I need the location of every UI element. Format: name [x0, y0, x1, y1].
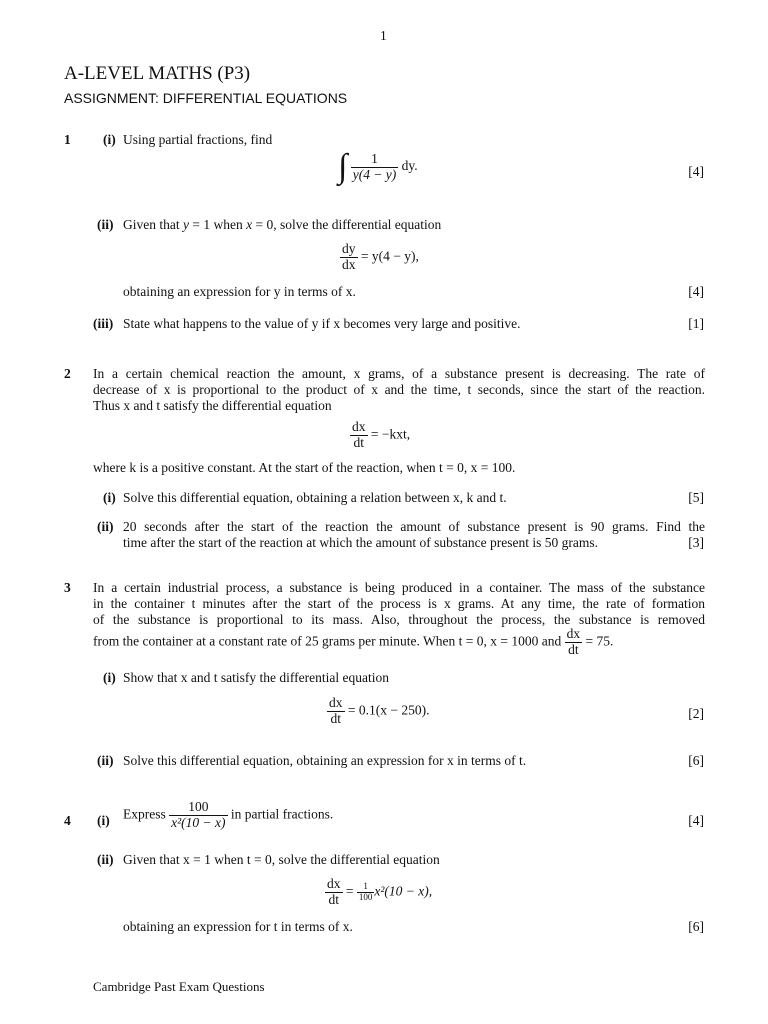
question-number: 4: [64, 813, 71, 828]
part-line: time after the start of the reaction at which the amount of substance present is 50 grams.: [123, 535, 598, 550]
integral-expression: [338, 150, 418, 184]
numerator: dx: [329, 695, 343, 710]
numerator: 1: [371, 150, 378, 166]
differential-equation: [340, 242, 419, 273]
part-label: (i): [103, 132, 116, 147]
numerator: 100: [188, 799, 209, 814]
coefficient-fraction: [357, 882, 375, 903]
part-label: (i): [97, 813, 110, 828]
numerator: dx: [327, 876, 341, 891]
derivative: [565, 627, 583, 658]
marks: [2]: [688, 706, 704, 721]
marks: [4]: [688, 284, 704, 299]
part-label: (iii): [93, 316, 114, 331]
numerator: dx: [566, 626, 581, 641]
numerator: 1: [363, 880, 368, 891]
differential-equation: [327, 696, 429, 727]
rhs: x²(10 − x),: [374, 883, 433, 899]
rhs: = 0.1(x − 250).: [347, 702, 430, 718]
numerator: dy: [342, 241, 356, 256]
denominator: dt: [325, 892, 343, 908]
denominator: x²(10 − x): [171, 814, 226, 830]
part-text: Solve this differential equation, obtaining a relation between x, k and t.: [123, 490, 507, 505]
marks: [4]: [688, 813, 704, 828]
rhs: = −kxt,: [370, 426, 411, 442]
stem-line: In a certain industrial process, a substance is being produced in a container. The mass of the substance: [93, 580, 705, 595]
part-label: (ii): [97, 753, 114, 768]
marks: [1]: [688, 316, 704, 331]
derivative: [340, 242, 358, 273]
rhs: = y(4 − y),: [360, 248, 419, 264]
stem-line: of the substance is proportional to its mass. Also, throughout the process, the substance is removed: [93, 612, 705, 627]
denominator: dt: [327, 711, 345, 727]
part-line: 20 seconds after the start of the reaction the amount of substance present is 90 grams. Find the: [123, 519, 705, 534]
differential-equation: [350, 420, 410, 451]
marks: [6]: [688, 753, 704, 768]
question-text: where k is a positive constant. At the start of the reaction, when t = 0, x = 100.: [93, 460, 516, 475]
denominator: 100: [358, 891, 373, 902]
part-text: Show that x and t satisfy the differential equation: [123, 670, 389, 685]
derivative: [327, 696, 345, 727]
question-stem: [93, 580, 705, 628]
part-text: Given that x = 1 when t = 0, solve the differential equation: [123, 852, 440, 867]
differential: dy.: [401, 158, 418, 174]
marks: [5]: [688, 490, 704, 505]
marks: [4]: [688, 164, 704, 179]
footer-text: Cambridge Past Exam Questions: [93, 979, 265, 994]
marks: [6]: [688, 919, 704, 934]
page-number: 1: [380, 28, 387, 43]
denominator: dt: [350, 435, 368, 451]
part-label: (i): [103, 490, 116, 505]
part-text: State what happens to the value of y if x becomes very large and positive.: [123, 316, 521, 331]
part-text: obtaining an expression for y in terms of x.: [123, 284, 356, 299]
part-text: obtaining an expression for t in terms of x.: [123, 919, 353, 934]
question-number: 1: [64, 132, 71, 147]
stem-line: In a certain chemical reaction the amount, x grams, of a substance present is decreasing. The rate of: [93, 366, 705, 381]
derivative: [350, 420, 368, 451]
page-subtitle: ASSIGNMENT: DIFFERENTIAL EQUATIONS: [64, 90, 348, 106]
part-text: Express $\frac{100}{\text{x²(10 − x)}}$ in partial fractions.: [123, 799, 334, 830]
differential-equation: $\frac{dx}{dt}$ = $\frac{1}{100}$ x²(10 − x),: [327, 876, 433, 907]
part-label: (ii): [97, 852, 114, 867]
part-text: Using partial fractions, find: [123, 132, 273, 147]
fraction: [351, 152, 399, 183]
numerator: dx: [352, 419, 366, 434]
integral-sign: ∫: [338, 148, 348, 185]
denominator: dx: [342, 256, 356, 272]
marks: [3]: [688, 535, 704, 550]
stem-line: Thus x and t satisfy the differential equation: [93, 398, 332, 413]
question-stem: [93, 366, 705, 414]
stem-line: in the container t minutes after the start of the process is x grams. At any time, the rate of formation: [93, 596, 705, 611]
part-label: (i): [103, 670, 116, 685]
part-label: (ii): [97, 217, 114, 232]
denominator: y(4 − y): [352, 166, 397, 182]
page-title: A-LEVEL MATHS (P3): [64, 63, 251, 84]
part-text: Given that y = 1 when x = 0, solve the differential equation: [123, 217, 442, 232]
question-number: 3: [64, 580, 71, 595]
part-text: [123, 519, 705, 551]
stem-line: from the container at a constant rate of 25 grams per minute. When t = 0, x = 1000 and $\frac{dx}{dt}$ = 75.: [93, 626, 614, 657]
part-label: (ii): [97, 519, 114, 534]
derivative: [325, 877, 343, 908]
stem-line: decrease of x is proportional to the product of x and the time, t seconds, since the start of the reaction.: [93, 382, 705, 397]
part-text: Solve this differential equation, obtaining an expression for x in terms of t.: [123, 753, 527, 768]
fraction: [169, 800, 227, 831]
question-number: 2: [64, 366, 71, 381]
denominator: dt: [565, 642, 583, 658]
